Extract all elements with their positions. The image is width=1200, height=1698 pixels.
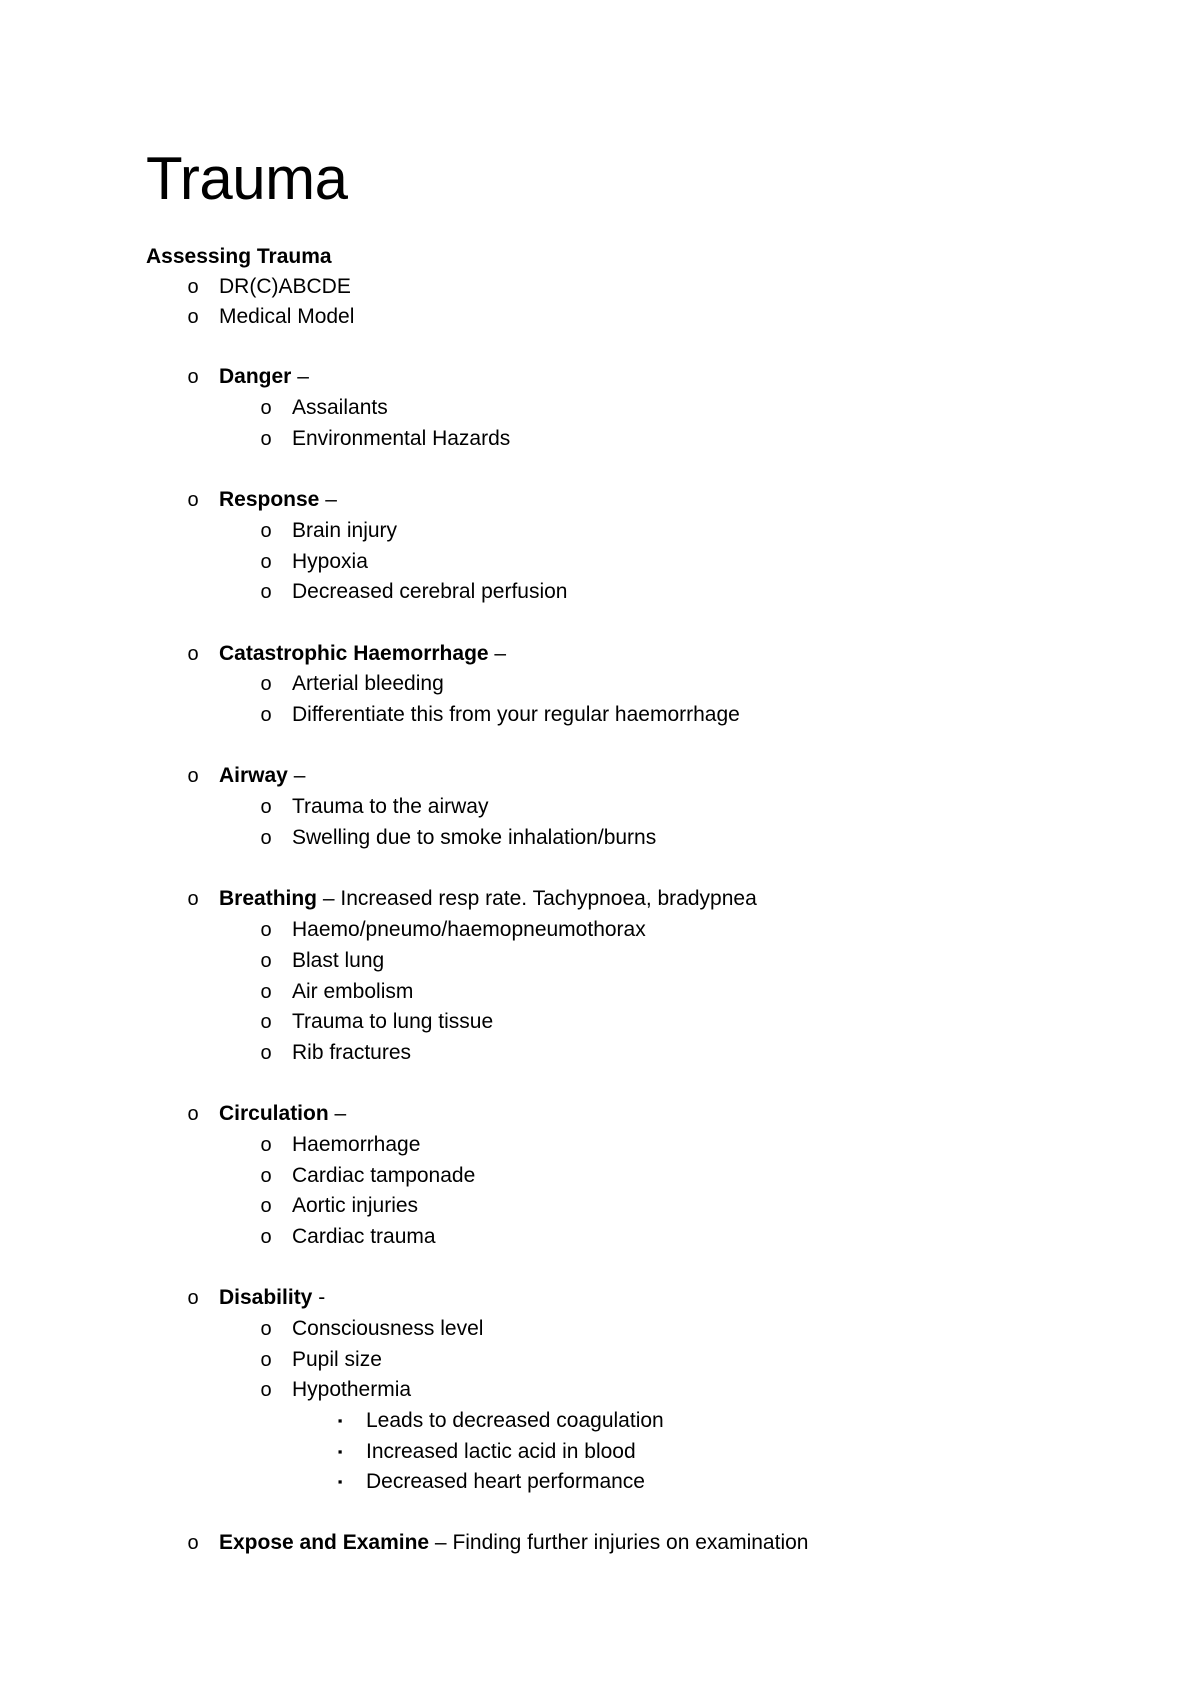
circle-bullet-icon: o [260,796,272,818]
circle-bullet-icon: o [260,428,272,450]
circle-bullet-icon: o [260,827,272,849]
circle-bullet-icon: o [187,1532,199,1554]
circle-bullet-icon: o [260,1226,272,1248]
circle-bullet-icon: o [260,1134,272,1156]
section-label: Danger [219,365,292,388]
circle-bullet-icon: o [260,950,272,972]
circle-bullet-icon: o [260,1042,272,1064]
circle-bullet-icon: o [260,1349,272,1371]
section-label: Disability [219,1286,313,1309]
circle-bullet-icon: o [187,276,199,298]
circle-bullet-icon: o [260,704,272,726]
circle-bullet-icon: o [187,643,199,665]
section-label: Catastrophic Haemorrhage [219,642,489,665]
circle-bullet-icon: o [187,489,199,511]
section-label: Breathing [219,887,318,910]
circle-bullet-icon: o [260,919,272,941]
circle-bullet-icon: o [260,397,272,419]
square-bullet-icon: ▪ [337,1444,343,1459]
circle-bullet-icon: o [260,581,272,603]
section-heading: Assessing Trauma [146,245,332,268]
circle-bullet-icon: o [260,1318,272,1340]
circle-bullet-icon: o [260,1379,272,1401]
circle-bullet-icon: o [187,306,199,328]
document-page: Trauma Assessing Trauma o DR(C)ABCDE o Medical Model o Danger – o Assailants o Environmental Hazards o Response – o Brain injury o Hypoxia o Decreased cerebral perfusion o Catastrophic Haemorrhage – o Arterial bleeding o Differentiate this from your regular haemorrhage o Airway – o Trauma to the airway o Swelling due to smoke inhalation/burns o Breathing – Increased resp rate. Tachypnoea, bradypnea o Haemo/pneumo/haemopneumothorax o Blast lung o Air embolism o Trauma to lung tissue o Rib fractures o Circulation – o Haemorrhage o Cardiac tamponade o Aortic injuries o Cardiac trauma o Disability - o Consciousness level o Pupil size o Hypothermia ▪ Leads to decreased coagulation ▪ Increased lactic acid in blood ▪ Decreased heart performance o Expose and Examine – Finding further injuries on examination [0,0,1200,1698]
circle-bullet-icon: o [187,888,199,910]
circle-bullet-icon: o [260,520,272,542]
section-label: Circulation [219,1102,329,1125]
page-title: Trauma [146,145,348,212]
square-bullet-icon: ▪ [337,1474,343,1489]
circle-bullet-icon: o [187,1103,199,1125]
section-label: Response [219,488,320,511]
section-label: Expose and Examine [219,1531,430,1554]
circle-bullet-icon: o [260,1195,272,1217]
circle-bullet-icon: o [260,981,272,1003]
circle-bullet-icon: o [260,551,272,573]
circle-bullet-icon: o [187,366,199,388]
circle-bullet-icon: o [187,765,199,787]
circle-bullet-icon: o [260,1011,272,1033]
circle-bullet-icon: o [187,1287,199,1309]
circle-bullet-icon: o [260,1165,272,1187]
square-bullet-icon: ▪ [337,1413,343,1428]
circle-bullet-icon: o [260,673,272,695]
section-label: Airway [219,764,288,787]
